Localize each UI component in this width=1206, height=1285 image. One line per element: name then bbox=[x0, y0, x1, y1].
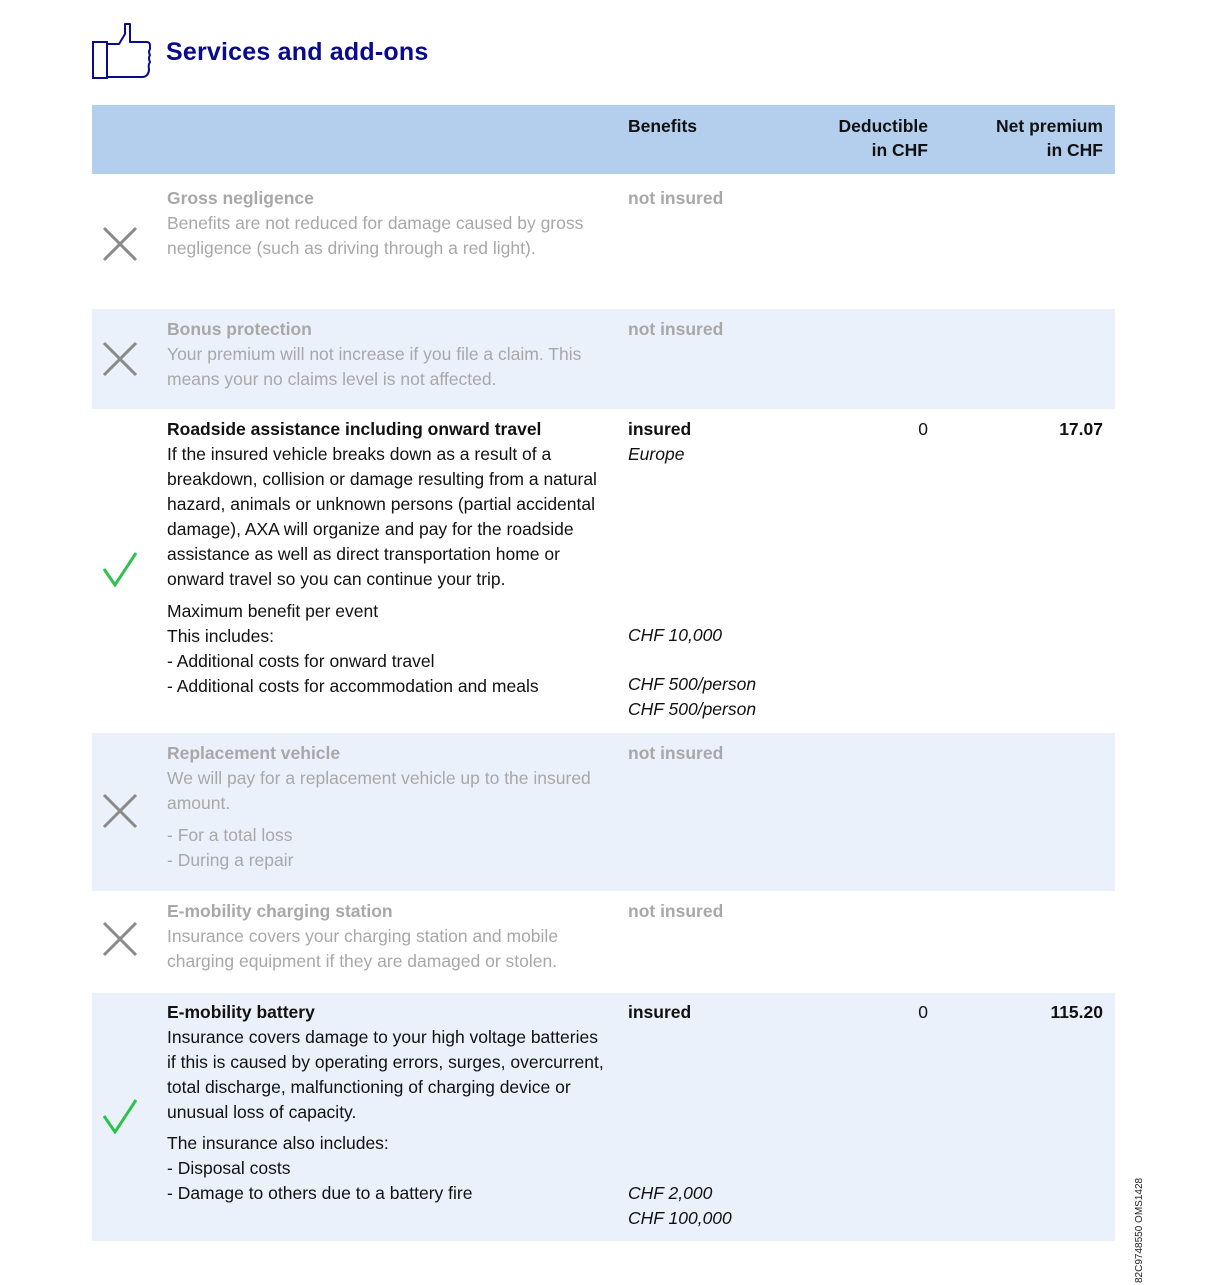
detail-value: CHF 10,000 bbox=[628, 625, 723, 645]
service-description: Insurance covers your charging station and mobile charging equipment if they are damaged or stolen. bbox=[167, 926, 559, 971]
column-header-net-premium: Net premium in CHF bbox=[996, 116, 1103, 160]
detail-value: CHF 2,000 bbox=[628, 1183, 713, 1203]
deductible-value: 0 bbox=[918, 419, 928, 439]
table-row bbox=[92, 733, 1115, 891]
benefit-status: not insured bbox=[628, 743, 724, 763]
table-row bbox=[92, 891, 1115, 993]
detail-label: - For a total loss bbox=[167, 825, 293, 845]
deductible-value: 0 bbox=[918, 1002, 928, 1022]
detail-label: - During a repair bbox=[167, 850, 294, 870]
table-header bbox=[92, 105, 1115, 174]
cross-icon bbox=[102, 341, 138, 377]
service-name: Gross negligence bbox=[167, 188, 314, 208]
table-row bbox=[92, 309, 1115, 409]
benefit-region: Europe bbox=[628, 444, 685, 464]
benefit-status: not insured bbox=[628, 188, 724, 208]
service-name: E-mobility battery bbox=[167, 1002, 315, 1022]
benefit-status: not insured bbox=[628, 319, 724, 339]
detail-label: The insurance also includes: bbox=[167, 1133, 389, 1153]
page-title: Services and add-ons bbox=[166, 37, 429, 66]
document-code: 82C9748550 OMS1428 bbox=[1134, 1177, 1145, 1283]
service-description: If the insured vehicle breaks down as a result of a breakdown, collision or damage resulting from a natural hazard, animals or unknown persons (partial accidental damage), AXA will organize and pay for the roadside assistance as well as direct transportation home or onward travel so you can continue your trip. bbox=[167, 444, 597, 589]
table-row bbox=[92, 409, 1115, 733]
checkmark-icon bbox=[102, 1098, 138, 1134]
detail-label: - Additional costs for accommodation and meals bbox=[167, 676, 539, 696]
detail-value: CHF 500/person bbox=[628, 674, 757, 694]
column-header-deductible: Deductible in CHF bbox=[838, 116, 928, 160]
service-name: Roadside assistance including onward travel bbox=[167, 419, 542, 439]
checkmark-icon bbox=[102, 551, 138, 587]
table-row bbox=[92, 174, 1115, 309]
net-premium-value: 17.07 bbox=[1059, 419, 1103, 439]
detail-value: CHF 500/person bbox=[628, 699, 757, 719]
service-description: We will pay for a replacement vehicle up to the insured amount. bbox=[167, 768, 591, 813]
column-header-benefits: Benefits bbox=[628, 116, 698, 136]
section-header bbox=[92, 22, 428, 82]
service-name: E-mobility charging station bbox=[167, 901, 393, 921]
cross-icon bbox=[102, 793, 138, 829]
detail-label: - Disposal costs bbox=[167, 1158, 291, 1178]
detail-label: This includes: bbox=[167, 626, 274, 646]
thumbs-up-icon bbox=[92, 22, 152, 82]
detail-label: - Damage to others due to a battery fire bbox=[167, 1183, 473, 1203]
detail-value: CHF 100,000 bbox=[628, 1208, 732, 1228]
service-description: Your premium will not increase if you file a claim. This means your no claims level is not affected. bbox=[167, 344, 582, 389]
service-name: Replacement vehicle bbox=[167, 743, 341, 763]
cross-icon bbox=[102, 921, 138, 957]
detail-label: Maximum benefit per event bbox=[167, 601, 379, 621]
service-description: Insurance covers damage to your high voltage batteries if this is caused by operating errors, surges, overcurrent, total discharge, malfunctioning of charging device or unusual loss of capacity. bbox=[167, 1027, 604, 1122]
service-name: Bonus protection bbox=[167, 319, 312, 339]
services-table bbox=[92, 105, 1115, 1241]
cross-icon bbox=[102, 226, 138, 262]
benefit-status: insured bbox=[628, 1002, 692, 1022]
net-premium-value: 115.20 bbox=[1050, 1002, 1103, 1022]
benefit-status: insured bbox=[628, 419, 692, 439]
detail-label: - Additional costs for onward travel bbox=[167, 651, 435, 671]
table-row bbox=[92, 993, 1115, 1241]
service-description: Benefits are not reduced for damage caused by gross negligence (such as driving through a red light). bbox=[167, 213, 584, 258]
benefit-status: not insured bbox=[628, 901, 724, 921]
